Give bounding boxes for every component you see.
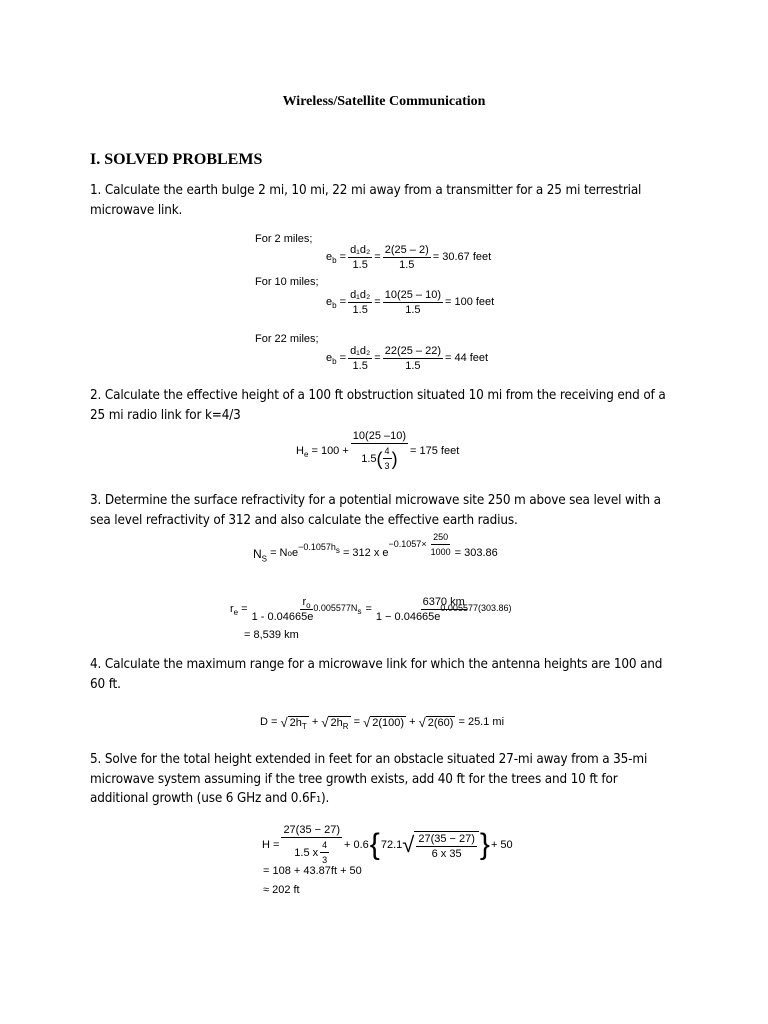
problem-4-text: 4. Calculate the maximum range for a microwave link for which the antenna heights are 100 and 60 ft. bbox=[90, 657, 663, 692]
case-label-10mi: For 10 miles; bbox=[255, 276, 319, 288]
document-title: Wireless/Satellite Communication bbox=[282, 94, 486, 109]
problem-5-text: 5. Solve for the total height extended in feet for an obstacle situated 27-mi away from a 35-mi microwave system assuming if the tree growth exists, add 40 ft for the trees and 10 ft for additional growth (use 6 GHz and 0.6F₁). bbox=[90, 752, 648, 806]
earth-bulge-eq-2mi: $e_b$ = $\frac{\text{d₁d₂}}{1.5}$ = $\frac{2(25 - 2)}{1.5}$ = 30.67 feet bbox=[326, 244, 492, 271]
obstacle-height-step: = 108 + 43.87ft + 50 bbox=[263, 865, 362, 877]
earth-bulge-eq-22mi: $e_b$ = $\frac{\text{d₁d₂}}{1.5}$ = $\frac{22(25 - 22)}{1.5}$ = 44 feet bbox=[326, 345, 489, 372]
earth-bulge-eq-10mi: $e_b$ = $\frac{\text{d₁d₂}}{1.5}$ = $\frac{10(25 - 10)}{1.5}$ = 100 feet bbox=[326, 289, 495, 316]
max-range-equation: D = √ $2h_T$ + √ $2h_R$ = √ 2(100) + √ 2(60) = 25.1 mi bbox=[260, 715, 505, 732]
case-label-22mi: For 22 miles; bbox=[255, 333, 319, 345]
section-heading: I. SOLVED PROBLEMS bbox=[90, 151, 263, 168]
effective-height-equation: $H_e$ = 100 + 10(25 –10) 1.5 ( $\frac{4}{3}$ ) = 175 feet bbox=[296, 430, 460, 471]
problem-3-text: 3. Determine the surface refractivity for a potential microwave site 250 m above sea level with a sea level refractivity of 312 and also calculate the effective earth radius. bbox=[90, 493, 661, 528]
case-label-2mi: For 2 miles; bbox=[255, 233, 313, 245]
surface-refractivity-equation: $N_S$ = N o e $^{-0.1057h_s}$ = 312 x e −0.1057× $\frac{250}{1000}$ = 303.86 bbox=[253, 532, 498, 563]
problem-2-text: 2. Calculate the effective height of a 100 ft obstruction situated 10 mi from the receiving end of a 25 mi radio link for k=4/3 bbox=[90, 388, 666, 423]
obstacle-height-equation: H = 27(35 − 27) 1.5 x $\frac{4}{3}$ + 0.6 { 72.1 √ $\frac{27(35 - 27)}{6 x 35}$ } + 50 bbox=[262, 824, 513, 865]
problem-1-text: 1. Calculate the earth bulge 2 mi, 10 mi, 22 mi away from a transmitter for a 25 mi terrestrial microwave link. bbox=[90, 183, 642, 218]
obstacle-height-result: ≈ 202 ft bbox=[263, 884, 300, 896]
effective-earth-radius-equation: $r_e$ = $\frac{r_o}{1 - 0.04665e^{0.005577N_s}}$ = $\frac{6370 km}{1 - 0.04665e^{0.005577(303.86)}}$ bbox=[230, 596, 512, 623]
effective-earth-radius-result: = 8,539 km bbox=[244, 629, 299, 641]
